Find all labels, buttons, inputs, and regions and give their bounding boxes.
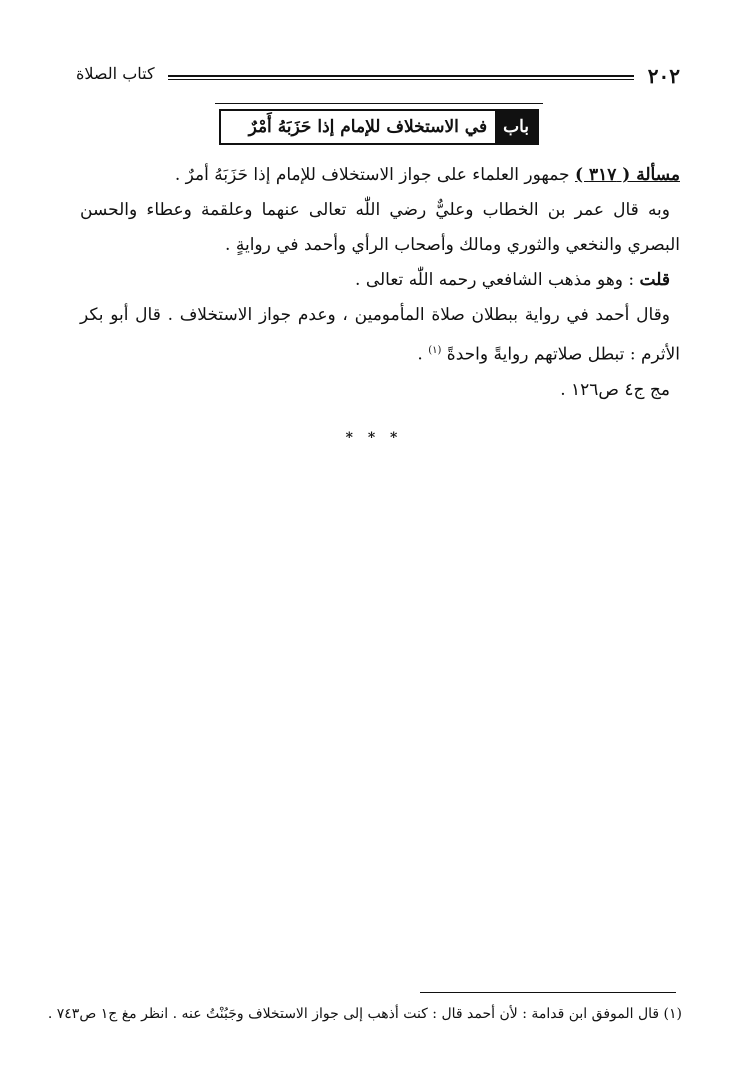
reference: مج ج٤ ص١٢٦ . bbox=[560, 379, 670, 400]
running-title: كتاب الصلاة bbox=[76, 64, 155, 83]
page-header bbox=[76, 64, 680, 90]
chapter-title: في الاستخلاف للإمام إذا حَزَبَهُ أَمْرٌ bbox=[248, 117, 488, 137]
paragraph-4-end: . bbox=[417, 344, 429, 365]
masala-label: مسألة ( ٣١٧ ) bbox=[574, 165, 680, 185]
chapter-label: باب bbox=[495, 111, 537, 143]
qult-label: قلت bbox=[639, 270, 670, 290]
paragraph-4 bbox=[80, 298, 680, 373]
section-separator: * * * bbox=[345, 430, 403, 446]
footnote-ref[interactable]: (١) bbox=[428, 345, 442, 356]
paragraph-4-text: وقال أحمد في رواية ببطلان صلاة المأمومين ، وعدم جواز الاستخلاف . قال أبو بكر الأثرم : تبطل صلاتهم روايةً واحدةً bbox=[80, 305, 680, 365]
footnote-rule bbox=[420, 992, 676, 993]
qult-text: : وهو مذهب الشافعي رحمه اللّٰه تعالى . bbox=[355, 270, 640, 290]
qult-paragraph bbox=[80, 263, 680, 298]
chapter-top-line bbox=[215, 103, 543, 104]
body-text bbox=[80, 158, 680, 408]
page-number: ٢٠٢ bbox=[647, 64, 680, 88]
masala-paragraph bbox=[80, 158, 680, 193]
chapter-box bbox=[219, 109, 539, 145]
paragraph-2: وبه قال عمر بن الخطاب وعليٌّ رضي اللّٰه تعالى عنهما وعلقمة وعطاء والحسن البصري والنخعي والثوري ومالك وأصحاب الرأي وأحمد في روايةٍ . bbox=[80, 200, 680, 255]
masala-text: جمهور العلماء على جواز الاستخلاف للإمام إذا حَزَبَهُ أمرٌ . bbox=[174, 165, 575, 185]
footnote: (١) قال الموفق ابن قدامة : لأن أحمد قال : كنت أذهب إلى جواز الاستخلاف وجَبُنْتُ عنه . انظر مغ ج١ ص٧٤٣ . bbox=[47, 1006, 682, 1022]
header-rule bbox=[168, 75, 634, 80]
chapter-heading bbox=[215, 103, 543, 143]
